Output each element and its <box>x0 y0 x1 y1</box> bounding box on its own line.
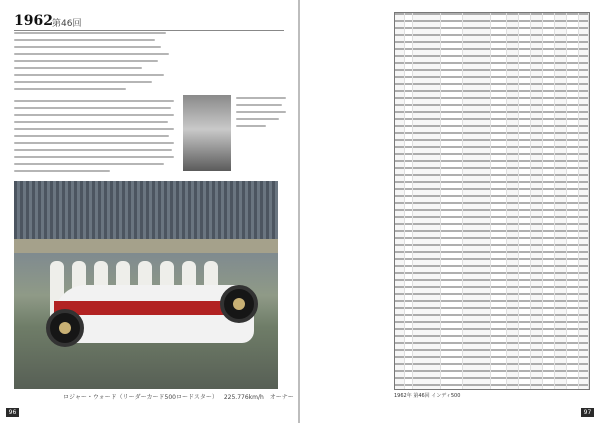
text-line <box>14 128 174 130</box>
text-line <box>236 104 282 106</box>
results-table <box>394 12 590 390</box>
table-column <box>491 13 507 389</box>
text-line <box>14 114 174 116</box>
text-line <box>14 74 164 76</box>
text-line <box>14 142 174 144</box>
year-heading: 1962 <box>14 13 53 29</box>
caption-speed: 225.776km/h <box>223 394 264 401</box>
winner-photo <box>14 181 278 389</box>
page-number: 97 <box>581 408 594 417</box>
left-page <box>0 0 298 423</box>
caption-owner-label: オーナー <box>269 394 294 401</box>
text-line <box>14 135 169 137</box>
text-line <box>236 118 279 120</box>
grandstand <box>14 181 278 239</box>
inset-photo <box>183 95 231 171</box>
text-line <box>14 121 168 123</box>
page-number: 96 <box>6 408 19 417</box>
rear-wheel <box>220 285 258 323</box>
table-column <box>531 13 543 389</box>
text-line <box>14 32 166 34</box>
inset-caption <box>236 97 286 132</box>
pit-wall <box>14 239 278 253</box>
text-line <box>14 163 164 165</box>
table-column <box>507 13 519 389</box>
text-line <box>14 67 142 69</box>
table-column <box>555 13 567 389</box>
table-title: 1962年 第46回 インディ500 <box>394 393 461 399</box>
table-column <box>543 13 555 389</box>
right-page <box>300 0 600 423</box>
text-line <box>14 88 126 90</box>
table-column <box>519 13 531 389</box>
text-line <box>14 107 171 109</box>
table-column <box>567 13 579 389</box>
text-line <box>14 149 172 151</box>
edition-label: 第46回 <box>52 19 82 29</box>
text-line <box>236 111 286 113</box>
text-line <box>14 53 169 55</box>
table-column <box>395 13 405 389</box>
text-line <box>236 97 286 99</box>
text-line <box>14 39 155 41</box>
body-text-block <box>14 100 174 177</box>
race-info-block <box>14 32 174 95</box>
table-column <box>405 13 413 389</box>
heading-rule <box>14 30 284 31</box>
front-wheel <box>46 309 84 347</box>
table-column <box>413 13 441 389</box>
text-line <box>14 100 174 102</box>
text-line <box>236 125 266 127</box>
text-line <box>14 46 161 48</box>
table-column <box>463 13 491 389</box>
text-line <box>14 170 110 172</box>
caption-driver: ロジャー・ウォード（リーダーカード500ロードスター） <box>63 394 218 401</box>
table-column <box>579 13 589 389</box>
text-line <box>14 60 158 62</box>
text-line <box>14 156 174 158</box>
table-column <box>441 13 463 389</box>
text-line <box>14 81 152 83</box>
